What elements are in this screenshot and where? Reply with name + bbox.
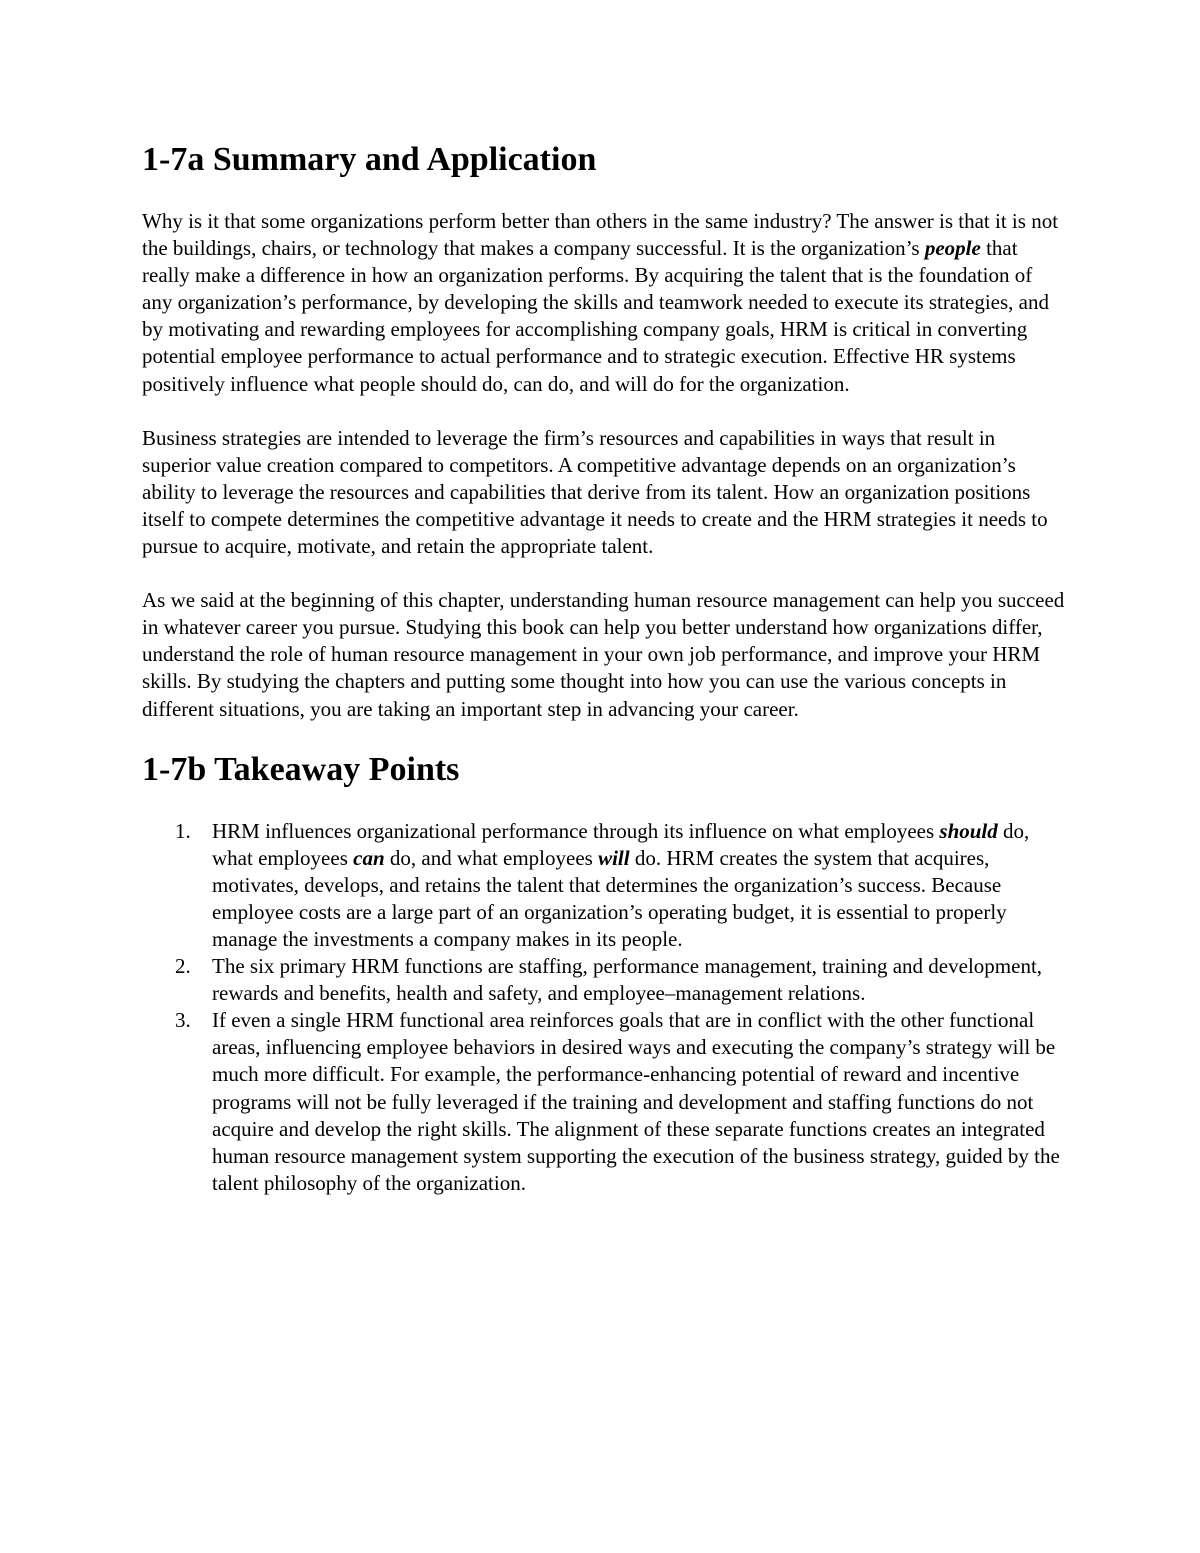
takeaway-1-text: do, what employees: [212, 818, 1030, 870]
summary-paragraph-2: Business strategies are intended to leverage the firm’s resources and capabilities in ways that result in superior value creation compared to competitors. A competitive advantage depends on an organization’s ability to leverage the resources and capabilities that derive from its talent. How an organization positions itself to compete determines the competitive advantage it needs to create and the HRM strategies it needs to pursue to acquire, motivate, and retain the appropriate talent.: [142, 425, 1048, 559]
takeaway-list: [142, 818, 1067, 1197]
takeaway-item-1: [175, 818, 1067, 953]
summary-paragraph-1: [142, 208, 1067, 398]
summary-p1-text-before: Why is it that some organizations perform better than others in the same industry? The answer is that it is not the buildings, chairs, or technology that makes a company successful. It is the organization’s: [142, 209, 1059, 261]
takeaway-1-emphasis-will: will: [598, 845, 630, 870]
section-heading-takeaways: 1-7b Takeaway Points: [142, 750, 460, 788]
takeaway-1-text: do, and what employees: [384, 845, 599, 870]
takeaway-number: 2.: [175, 954, 191, 979]
takeaway-number: 1.: [175, 818, 191, 843]
document-page: [142, 138, 1067, 1197]
summary-paragraph-3: As we said at the beginning of this chapter, understanding human resource management can help you succeed in whatever career you pursue. Studying this book can help you better understand how organizations differ, understand the role of human resource management in your own job performance, and improve your HRM skills. By studying the chapters and putting some thought into how you can use the various concepts in different situations, you are taking an important step in advancing your career.: [142, 588, 1065, 721]
takeaway-item-2: [175, 953, 1067, 1007]
takeaway-1-text: HRM influences organizational performance through its influence on what employees: [212, 818, 940, 843]
takeaway-3-text: If even a single HRM functional area reinforces goals that are in conflict with the other functional areas, influencing employee behaviors in desired ways and executing the company’s strategy will be much more difficult. For example, the performance-enhancing potential of reward and incentive programs will not be fully leveraged if the training and development and staffing functions do not acquire and develop the right skills. The alignment of these separate functions creates an integrated human resource management system supporting the execution of the business strategy, guided by the talent philosophy of the organization.: [212, 1008, 1060, 1195]
takeaway-1-text: do. HRM creates the system that acquires, motivates, develops, and retains the talent that determines the organization’s success. Because employee costs are a large part of an organization’s operating budget, it is essential to properly manage the investments a company makes in its people.: [212, 845, 1007, 951]
takeaway-1-emphasis-should: should: [939, 818, 998, 843]
takeaway-1-emphasis-can: can: [353, 845, 385, 870]
takeaway-number: 3.: [175, 1008, 191, 1033]
takeaway-2-text: The six primary HRM functions are staffing, performance management, training and development, rewards and benefits, health and safety, and employee–management relations.: [212, 954, 1043, 1006]
summary-p1-text-after: that really make a difference in how an organization performs. By acquiring the talent that is the foundation of any organization’s performance, by developing the skills and teamwork needed to execute its strategies, and by motivating and rewarding employees for accomplishing company goals, HRM is critical in converting potential employee performance to actual performance and to strategic execution. Effective HR systems positively influence what people should do, can do, and will do for the organization.: [142, 236, 1049, 396]
summary-p1-emphasis: people: [924, 236, 981, 261]
section-heading-summary: 1-7a Summary and Application: [142, 141, 597, 178]
takeaway-item-3: [175, 1007, 1067, 1197]
